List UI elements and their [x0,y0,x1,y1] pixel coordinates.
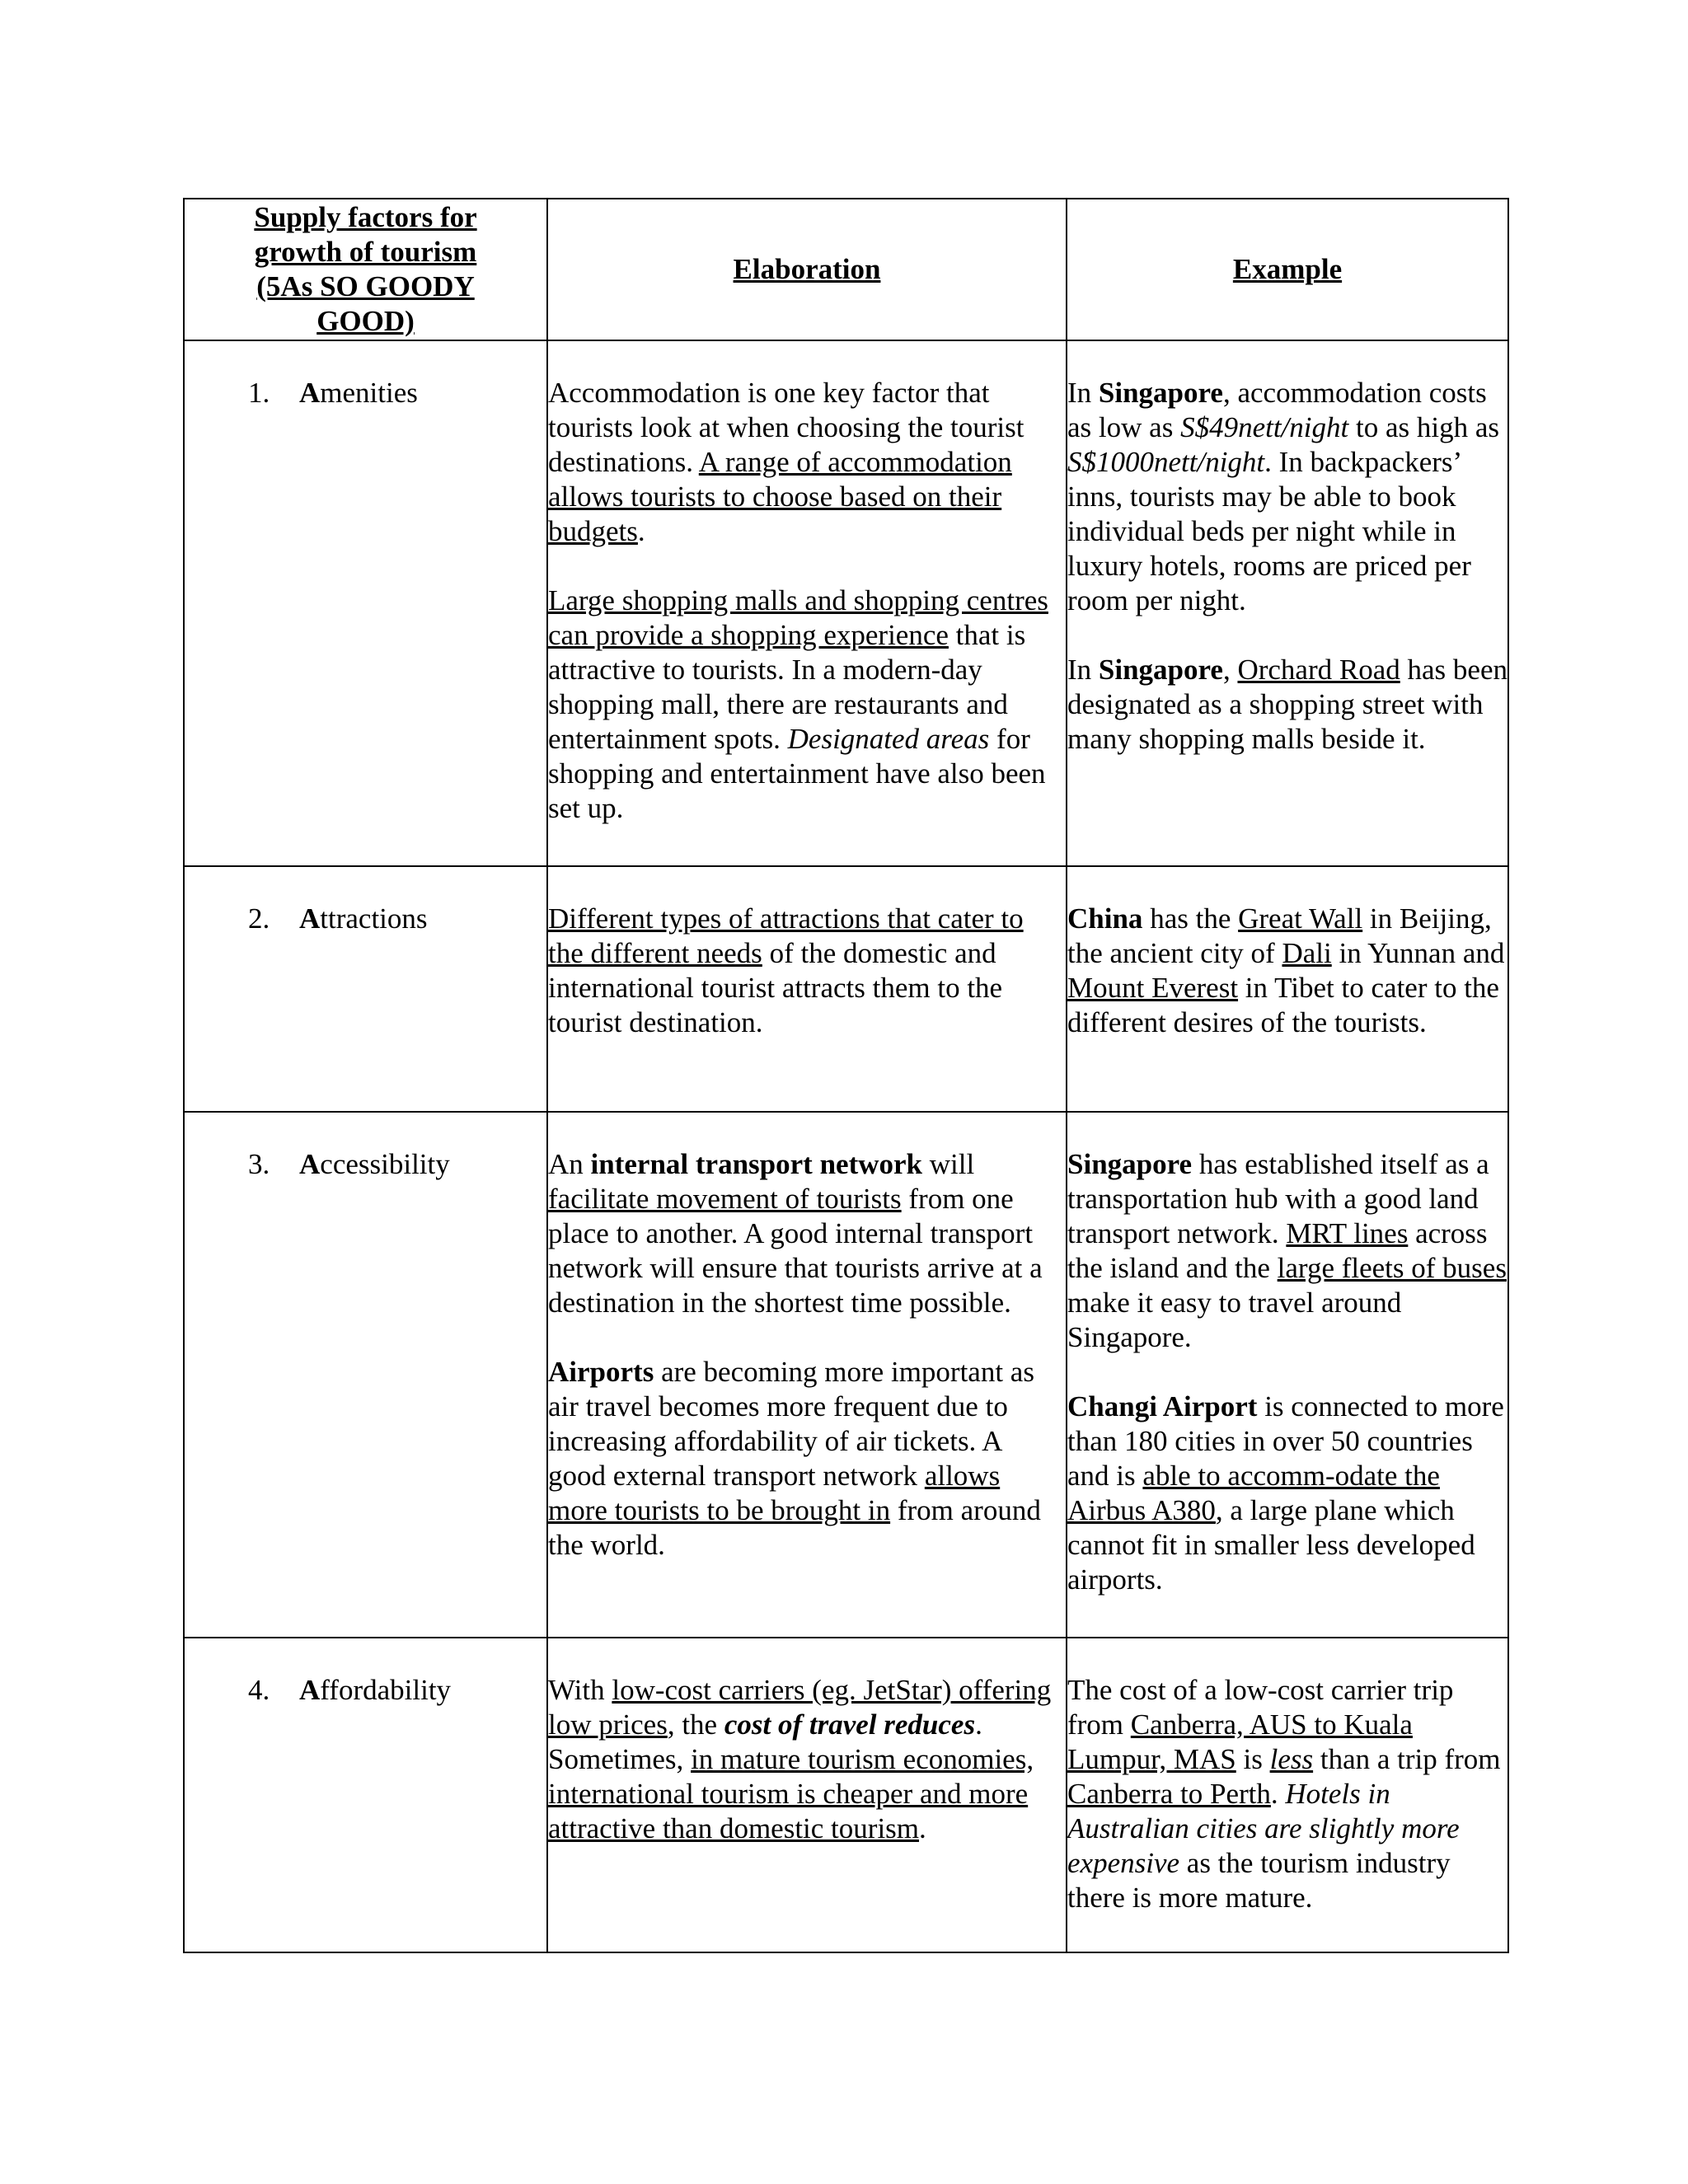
text-run: Hotels in Australian cities are slightly more expensive [1067,1778,1460,1879]
text-run: than a trip from [1313,1743,1501,1775]
cell-paragraph [548,1673,1066,1846]
paragraph-gap [548,1320,1066,1355]
text-run: S$1000nett/night [1067,446,1265,478]
text-run: from around the world. [548,1494,1041,1561]
factor-initial: A [299,902,321,935]
text-run: A range of accommodation allows tourists to choose based on their budgets [548,446,1012,547]
text-run: China [1067,902,1143,935]
text-run: is [1236,1743,1270,1775]
text-run: of the domestic and international tourist attracts them to the tourist destination. [548,937,1003,1038]
text-run: has the [1142,902,1239,935]
header-example: Example [1067,199,1508,340]
text-run: Designated areas [787,723,990,755]
table-header-row [184,199,1508,340]
elaboration-cell [547,340,1067,866]
text-run: Different types of attractions that cater to the different needs [548,902,1024,969]
text-run: Singapore [1098,654,1223,686]
example-cell [1067,340,1508,866]
text-run: in Beijing, the ancient city of [1067,902,1492,969]
text-run: The cost of a low-cost carrier trip from [1067,1674,1454,1741]
text-run: facilitate movement of tourists [548,1183,902,1215]
text-run: internal transport network [590,1148,922,1180]
factor-number: 4. [248,1674,270,1706]
text-run: , accommodation costs as low as [1067,377,1487,443]
factor-initial: A [299,1674,321,1706]
elaboration-cell [547,1638,1067,1952]
text-run: low-cost carriers (eg. JetStar) offering low prices [548,1674,1052,1741]
text-run: With [548,1674,612,1706]
text-run: , the [667,1708,724,1741]
cell-paragraph [548,902,1066,1040]
text-run: less [1269,1743,1314,1775]
example-cell [1067,866,1508,1112]
text-run: S$49nett/night [1180,411,1349,443]
text-run: to as high as [1348,411,1499,443]
factor-name: ttractions [320,902,428,935]
text-run: Changi Airport [1067,1390,1258,1422]
cell-paragraph [1067,376,1507,618]
cell-paragraph [548,583,1066,826]
text-run: In [1067,654,1099,686]
cell-paragraph [1067,902,1507,1040]
paragraph-gap [1067,618,1507,653]
header-factor [184,199,547,340]
text-run: Dali [1282,937,1332,969]
text-run: . In backpackers’ inns, tourists may be able to book individual beds per night while in luxury hotels, rooms are priced per room per night. [1067,446,1471,616]
cell-paragraph [1067,1147,1507,1355]
text-run: Singapore [1098,377,1223,409]
cell-paragraph [548,1355,1066,1563]
text-run: is connected to more than 180 cities in over 50 countries and is [1067,1390,1504,1492]
text-run: make it easy to travel around Singapore. [1067,1286,1402,1353]
header-factor-text: Supply factors for growth of tourism (5As SO GOODY GOOD) [254,201,477,337]
table-row-amenities [184,340,1508,866]
text-run: are becoming more important as air travel becomes more frequent due to increasing affordability of air tickets. A good external transport network [548,1356,1034,1492]
text-run: , [1222,654,1238,686]
elaboration-cell [547,866,1067,1112]
text-run: In [1067,377,1099,409]
supply-factors-table [183,198,1509,1953]
cell-paragraph [548,376,1066,549]
text-run: . Sometimes, [548,1708,982,1775]
factor-cell [184,866,547,1112]
header-elaboration: Elaboration [547,199,1067,340]
text-run: Large shopping malls and shopping centres can provide a shopping experience [548,584,1048,651]
table-row-accessibility [184,1112,1508,1638]
text-run: in Tibet to cater to the different desires of the tourists. [1067,972,1499,1038]
text-run: . [1270,1778,1286,1810]
text-run: , a large plane which cannot fit in smaller less developed airports. [1067,1494,1475,1596]
text-run: Mount Everest [1067,972,1239,1004]
factor-cell [184,1112,547,1638]
example-cell [1067,1112,1508,1638]
table-row-attractions [184,866,1508,1112]
factor-number: 2. [248,902,270,935]
table-row-affordability [184,1638,1508,1952]
text-run: Canberra to Perth [1067,1778,1271,1810]
factor-cell [184,340,547,866]
text-run: from one place to another. A good internal transport network will ensure that tourists arrive at a destination in the shortest time possible. [548,1183,1043,1319]
text-run: An [548,1148,591,1180]
factor-number: 3. [248,1148,270,1180]
text-run: Canberra, AUS to Kuala Lumpur, MAS [1067,1708,1413,1775]
text-run: will [922,1148,975,1180]
text-run: in mature tourism economies, international tourism is cheaper and more attractive than domestic tourism [548,1743,1034,1844]
text-run: . [919,1812,926,1844]
factor-name: ffordability [320,1674,452,1706]
text-run: has established itself as a transportation hub with a good land transport network. [1067,1148,1489,1249]
cell-paragraph [548,1147,1066,1320]
cell-paragraph [1067,1673,1507,1915]
factor-name: menities [320,377,418,409]
text-run: allows more tourists to be brought in [548,1460,1001,1526]
text-run: across the island and the [1067,1217,1488,1284]
elaboration-cell [547,1112,1067,1638]
text-run: Orchard Road [1237,654,1400,686]
paragraph-gap [548,549,1066,583]
text-run: able to accomm-odate the Airbus A380 [1067,1460,1440,1526]
factor-cell [184,1638,547,1952]
paragraph-gap [1067,1355,1507,1390]
cell-paragraph [1067,1390,1507,1597]
text-run: has been designated as a shopping street with many shopping malls beside it. [1067,654,1507,755]
text-run: Accommodation is one key factor that tourists look at when choosing the tourist destinations. [548,377,1025,478]
text-run: Airports [548,1356,654,1388]
factor-number: 1. [248,377,270,409]
text-run: Singapore [1067,1148,1193,1180]
factor-initial: A [299,377,321,409]
text-run: as the tourism industry there is more mature. [1067,1847,1451,1914]
example-cell [1067,1638,1508,1952]
text-run: MRT lines [1286,1217,1409,1249]
text-run: for shopping and entertainment have also been set up. [548,723,1046,824]
factor-initial: A [299,1148,321,1180]
text-run: cost of travel reduces [724,1708,976,1741]
text-run: that is attractive to tourists. In a modern-day shopping mall, there are restaurants and entertainment spots. [548,619,1026,755]
text-run: Great Wall [1238,902,1363,935]
cell-paragraph [1067,653,1507,757]
factor-name: ccessibility [320,1148,450,1180]
text-run: . [637,515,645,547]
text-run: large fleets of buses [1277,1252,1507,1284]
text-run: in Yunnan and [1331,937,1505,969]
